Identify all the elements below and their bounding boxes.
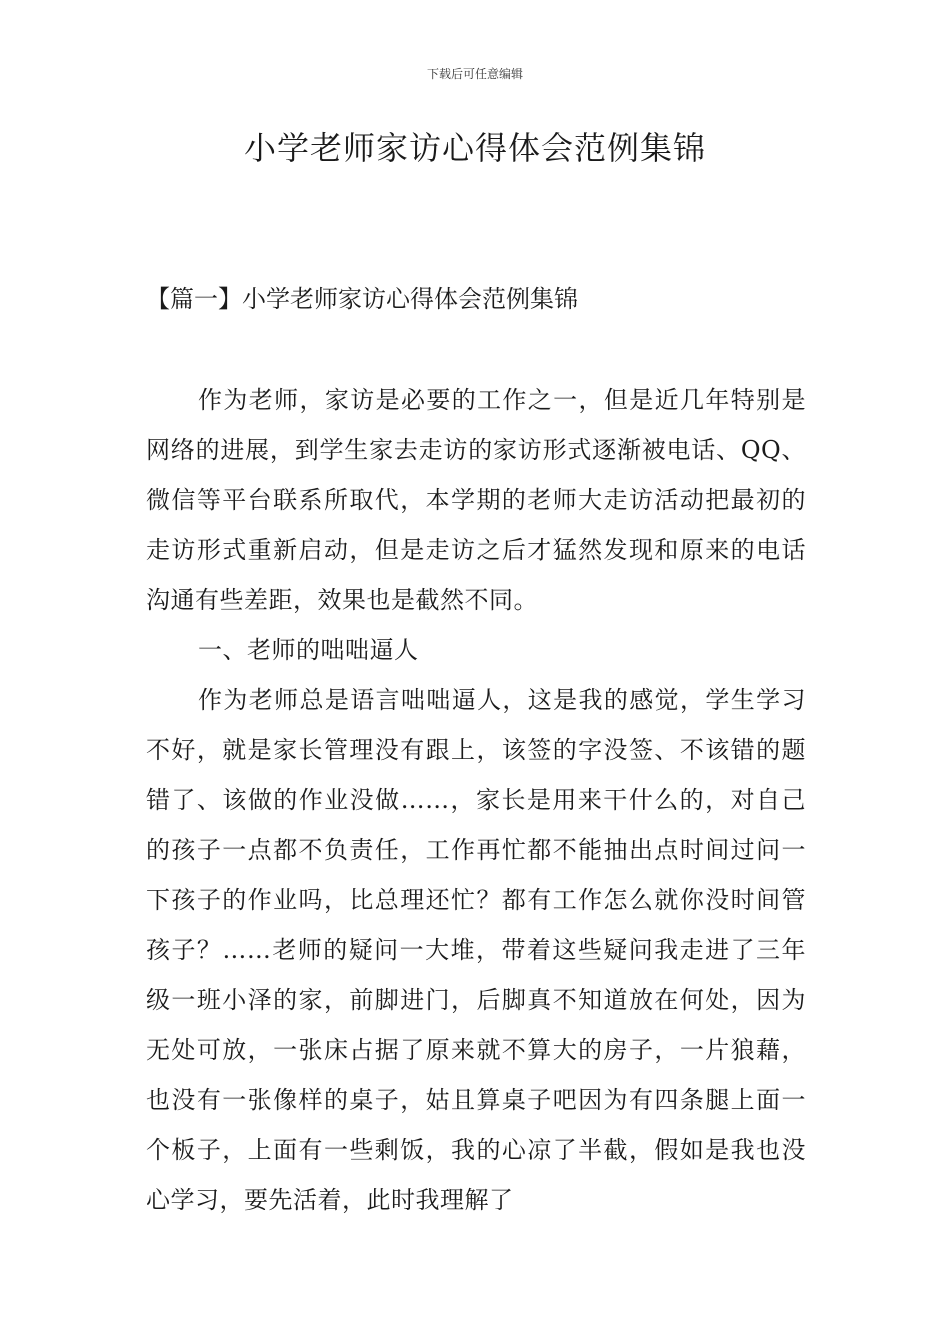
- paragraph-teacher: 作为老师总是语言咄咄逼人，这是我的感觉，学生学习不好，就是家长管理没有跟上，该签的字没签、不该错的题错了、该做的作业没做……，家长是用来干什么的，对自己的孩子一点都不负责任，工作再忙都不能抽出点时间过问一下孩子的作业吗，比总理还忙？都有工作怎么就你没时间管孩子？……老师的疑问一大堆，带着这些疑问我走进了三年级一班小泽的家，前脚进门，后脚真不知道放在何处，因为无处可放，一张床占据了原来就不算大的房子，一片狼藉，也没有一张像样的桌子，姑且算桌子吧因为有四条腿上面一个板子，上面有一些剩饭，我的心凉了半截，假如是我也没心学习，要先活着，此时我理解了: [146, 686, 806, 1214]
- paragraph-intro: 作为老师，家访是必要的工作之一，但是近几年特别是网络的进展，到学生家去走访的家访形式逐渐被电话、QQ、微信等平台联系所取代，本学期的老师大走访活动把最初的走访形式重新启动，但是走访之后才猛然发现和原来的电话沟通有些差距，效果也是截然不同。: [146, 386, 806, 614]
- subheading-one: 一、老师的咄咄逼人: [198, 636, 419, 664]
- header-note: 下载后可任意编辑: [426, 67, 523, 81]
- body-text: [146, 375, 806, 1225]
- document-title: 小学老师家访心得体会范例集锦: [243, 129, 706, 167]
- section-heading: 【篇一】小学老师家访心得体会范例集锦: [146, 285, 578, 313]
